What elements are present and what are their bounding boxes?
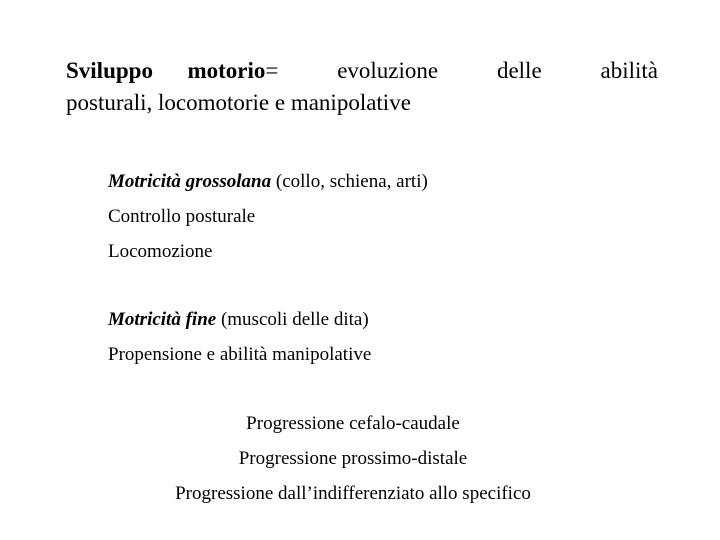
progression-item: Progressione cefalo-caudale <box>246 413 460 434</box>
progression-item: Progressione dall’indifferenziato allo specifico <box>175 483 531 504</box>
gross-motor-heading-line <box>108 164 428 199</box>
gross-motor-item: Controllo posturale <box>108 206 256 227</box>
progression-item: Progressione prossimo-distale <box>238 448 468 469</box>
progressions-list <box>60 406 646 511</box>
gross-motor-item: Locomozione <box>108 241 213 262</box>
fine-motor-note: (muscoli delle dita) <box>216 309 369 330</box>
title-line-2: posturali, locomotorie e manipolative <box>66 90 411 115</box>
gross-motor-heading: Motricità grossolana <box>108 171 272 192</box>
title-bold-motorio: motorio <box>187 58 266 83</box>
fine-motor-heading-line <box>108 302 371 337</box>
gross-motor-note: (collo, schiena, arti) <box>271 171 428 192</box>
title-line-1-rest: = evoluzione delle abilità <box>265 58 658 83</box>
gross-motor-section <box>108 164 428 269</box>
fine-motor-section <box>108 302 371 372</box>
title-bold-sviluppo: Sviluppo <box>66 58 153 83</box>
title-line-1 <box>66 55 658 87</box>
fine-motor-item: Propensione e abilità manipolative <box>108 344 372 365</box>
slide-title <box>66 55 658 119</box>
fine-motor-heading: Motricità fine <box>108 309 217 330</box>
